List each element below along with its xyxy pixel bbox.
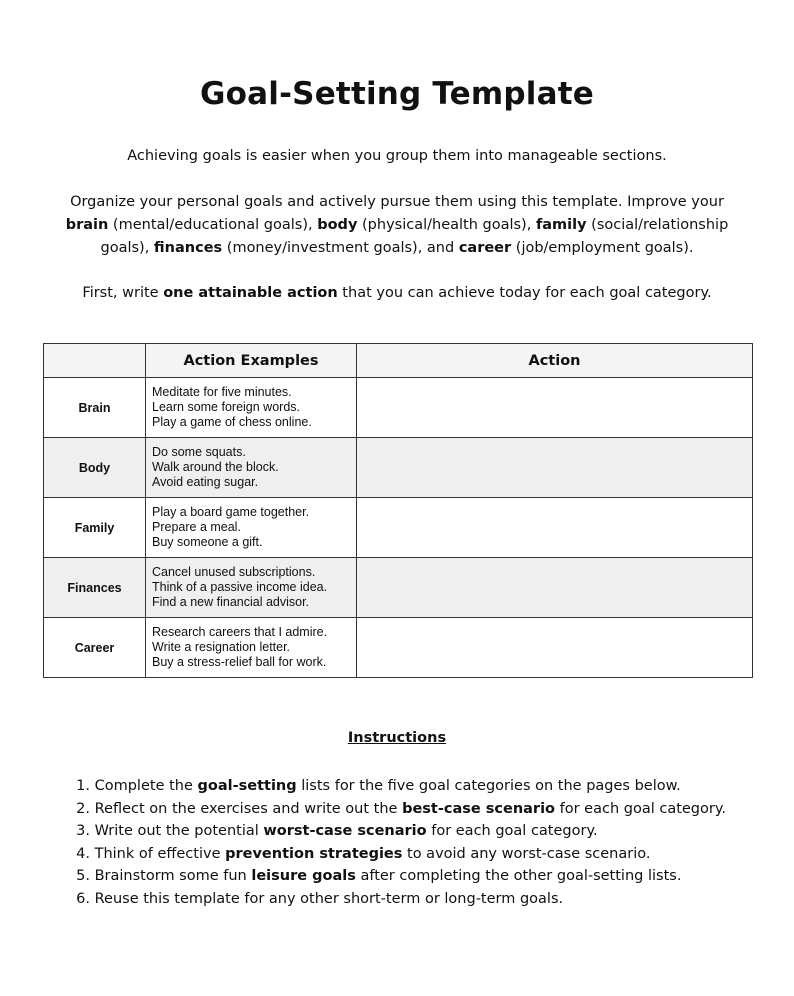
finances-description: (money/investment goals), and (222, 240, 459, 256)
action-cell-body[interactable] (357, 438, 753, 498)
instructions-heading: Instructions (347, 730, 447, 746)
step-number: 3. (76, 823, 90, 840)
example-item: Meditate for five minutes. (152, 385, 292, 399)
career-description: (job/employment goals). (511, 240, 694, 256)
examples-body (146, 438, 357, 498)
action-cell-family[interactable] (357, 498, 753, 558)
action-cell-finances[interactable] (357, 558, 753, 618)
table-row (44, 438, 753, 498)
category-finances: Finances (44, 558, 146, 618)
first-pre: First, write (82, 285, 164, 301)
example-item: Do some squats. (152, 445, 246, 459)
step-bold: goal-setting (197, 778, 297, 794)
step-pre: Complete the (94, 778, 198, 794)
first-post: that you can achieve today for each goal category. (337, 285, 712, 301)
step-post: for each goal category. (555, 800, 726, 817)
example-item: Avoid eating sugar. (152, 475, 259, 489)
table-header-row (44, 344, 753, 378)
step-pre: Think of effective (94, 845, 226, 862)
category-brain: Brain (44, 378, 146, 438)
step-post: after completing the other goal-setting lists. (355, 868, 682, 885)
table-row (44, 558, 753, 618)
body-description: (physical/health goals), (357, 217, 536, 233)
step-number: 5. (76, 868, 90, 885)
organize-line-1: Organize your personal goals and actively pursue them using this template. Improve your (70, 194, 724, 210)
page-title: Goal-Setting Template (200, 76, 594, 112)
example-item: Learn some foreign words. (152, 400, 300, 414)
example-item: Buy someone a gift. (152, 535, 263, 549)
category-body: Body (44, 438, 146, 498)
keyword-career: career (458, 240, 512, 256)
example-item: Think of a passive income idea. (152, 580, 328, 594)
step-pre: Reuse this template for any other short-term or long-term goals. (94, 890, 564, 907)
keyword-brain: brain (65, 217, 109, 233)
organize-paragraph (40, 191, 754, 260)
keyword-body: body (317, 217, 358, 233)
category-career: Career (44, 618, 146, 678)
step-bold: best-case scenario (402, 800, 556, 817)
list-item (48, 888, 768, 911)
step-post: for each goal category. (426, 823, 598, 840)
instructions-list (48, 775, 768, 911)
step-bold: worst-case scenario (263, 823, 427, 840)
table-row (44, 618, 753, 678)
family-description: (social/relationship (586, 217, 729, 233)
step-number: 1. (76, 778, 90, 794)
list-item (48, 775, 768, 798)
brain-description: (mental/educational goals), (108, 217, 318, 233)
first-bold: one attainable action (163, 285, 338, 301)
table-row (44, 378, 753, 438)
action-cell-career[interactable] (357, 618, 753, 678)
example-item: Buy a stress-relief ball for work. (152, 655, 327, 669)
examples-brain (146, 378, 357, 438)
step-pre: Brainstorm some fun (94, 868, 252, 885)
step-bold: leisure goals (251, 868, 356, 885)
first-instruction (40, 282, 754, 305)
header-action-examples: Action Examples (146, 344, 357, 378)
example-item: Find a new financial advisor. (152, 595, 310, 609)
goals-table (43, 343, 753, 678)
header-action: Action (357, 344, 753, 378)
example-item: Walk around the block. (152, 460, 279, 474)
example-item: Research careers that I admire. (152, 625, 328, 639)
header-category (44, 344, 146, 378)
example-item: Write a resignation letter. (152, 640, 291, 654)
step-number: 2. (76, 800, 90, 817)
keyword-finances: finances (153, 240, 223, 256)
table-row (44, 498, 753, 558)
example-item: Prepare a meal. (152, 520, 241, 534)
category-family: Family (44, 498, 146, 558)
step-number: 4. (76, 845, 90, 862)
step-pre: Reflect on the exercises and write out the (94, 800, 403, 817)
example-item: Play a game of chess online. (152, 415, 312, 429)
examples-finances (146, 558, 357, 618)
example-item: Cancel unused subscriptions. (152, 565, 316, 579)
step-post: lists for the five goal categories on the pages below. (296, 778, 681, 794)
action-cell-brain[interactable] (357, 378, 753, 438)
list-item (48, 843, 768, 866)
step-post: to avoid any worst-case scenario. (402, 845, 651, 862)
step-number: 6. (76, 890, 90, 907)
list-item (48, 865, 768, 888)
step-pre: Write out the potential (94, 823, 264, 840)
step-bold: prevention strategies (225, 845, 403, 862)
list-item (48, 798, 768, 821)
organize-line-3-pre: goals), (100, 240, 154, 256)
intro-text: Achieving goals is easier when you group them into manageable sections. (127, 148, 667, 164)
example-item: Play a board game together. (152, 505, 310, 519)
list-item (48, 820, 768, 843)
keyword-family: family (535, 217, 587, 233)
examples-family (146, 498, 357, 558)
examples-career (146, 618, 357, 678)
